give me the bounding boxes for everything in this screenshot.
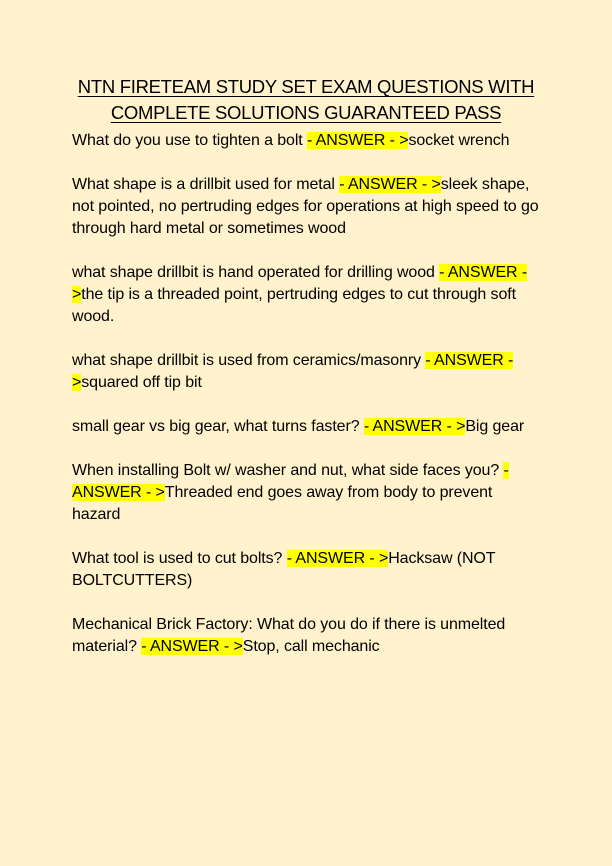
question-text: Mechanical Brick Factory: What do you do if there is unmelted material? xyxy=(72,616,506,655)
answer-text: Threaded end goes away from body to prevent hazard xyxy=(72,484,493,523)
answer-marker: - ANSWER - > xyxy=(72,352,514,391)
question-text: What do you use to tighten a bolt xyxy=(72,132,307,149)
title-line-2: COMPLETE SOLUTIONS GUARANTEED PASS xyxy=(110,102,502,123)
answer-marker: - ANSWER - > xyxy=(72,462,509,501)
answer-marker: - ANSWER - > xyxy=(72,264,528,303)
answer-text: Stop, call mechanic xyxy=(242,638,380,655)
question-text: small gear vs big gear, what turns faster? xyxy=(72,418,364,435)
qa-item xyxy=(72,548,540,592)
title-line-1: NTN FIRETEAM STUDY SET EXAM QUESTIONS WITH xyxy=(77,76,535,97)
qa-item xyxy=(72,350,540,394)
qa-list xyxy=(72,130,540,658)
answer-marker: - ANSWER - > xyxy=(306,132,409,149)
qa-item xyxy=(72,174,540,240)
answer-marker: - ANSWER - > xyxy=(141,638,243,655)
answer-marker: - ANSWER - > xyxy=(286,550,389,567)
answer-marker: - ANSWER - > xyxy=(339,176,441,193)
answer-text: the tip is a threaded point, pertruding edges to cut through soft wood. xyxy=(72,286,516,325)
answer-text: socket wrench xyxy=(408,132,510,149)
question-text: What tool is used to cut bolts? xyxy=(72,550,287,567)
qa-item xyxy=(72,614,540,658)
answer-marker: - ANSWER - > xyxy=(363,418,466,435)
answer-text: sleek shape, not pointed, no pertruding edges for operations at high speed to go through hard metal or sometimes wood xyxy=(72,176,539,237)
document-title xyxy=(72,74,540,126)
answer-text: Hacksaw (NOT BOLTCUTTERS) xyxy=(72,550,496,589)
answer-text: squared off tip bit xyxy=(81,374,202,391)
answer-text: Big gear xyxy=(465,418,525,435)
question-text: What shape is a drillbit used for metal xyxy=(72,176,340,193)
qa-item xyxy=(72,460,540,526)
question-text: When installing Bolt w/ washer and nut, what side faces you? xyxy=(72,462,504,479)
document-page xyxy=(0,74,612,866)
qa-item xyxy=(72,416,540,438)
question-text: what shape drillbit is hand operated for drilling wood xyxy=(72,264,440,281)
qa-item xyxy=(72,130,540,152)
qa-item xyxy=(72,262,540,328)
question-text: what shape drillbit is used from ceramics/masonry xyxy=(72,352,426,369)
